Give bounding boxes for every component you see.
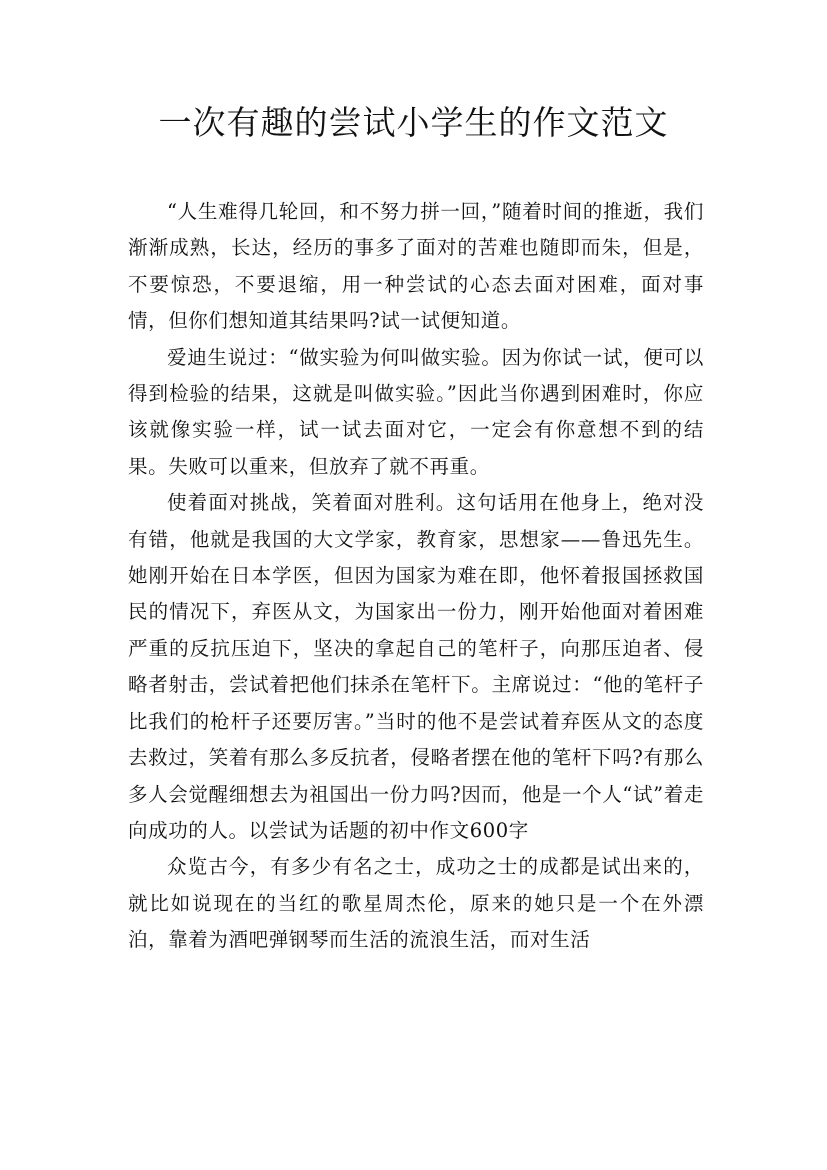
paragraph: 众览古今，有多少有名之士，成功之士的成都是试出来的，就比如说现在的当红的歌星周杰伦，原来的她只是一个在外漂泊，靠着为酒吧弹钢琴而生活的流浪生活，而对生活 (128, 855, 704, 952)
paragraph: “人生难得几轮回，和不努力拼一回，”随着时间的推逝，我们渐渐成熟，长达，经历的事多了面对的苦难也随即而朱，但是，不要惊恐，不要退缩，用一种尝试的心态去面对困难，面对事情，但你们想知道其结果吗?试一试便知道。 (128, 200, 704, 333)
document-body (128, 194, 704, 959)
paragraph: 爱迪生说过：“做实验为何叫做实验。因为你试一试，便可以得到检验的结果，这就是叫做实验。”因此当你遇到困难时，你应该就像实验一样，试一试去面对它，一定会有你意想不到的结果。失败可以重来，但放弃了就不再重。 (128, 345, 704, 478)
paragraph: 使着面对挑战，笑着面对胜利。这句话用在他身上，绝对没有错，他就是我国的大文学家，教育家，思想家——鲁迅先生。她刚开始在日本学医，但因为国家为难在即，他怀着报国拯救国民的情况下，弃医从文，为国家出一份力，刚开始他面对着困难严重的反抗压迫下，坚决的拿起自己的笔杆子，向那压迫者、侵略者射击，尝试着把他们抹杀在笔杆下。主席说过：“他的笔杆子比我们的枪杆子还要厉害。”当时的他不是尝试着弃医从文的态度去救过，笑着有那么多反抗者，侵略者摆在他的笔杆下吗?有那么多人会觉醒细想去为祖国出一份力吗?因而，他是一个人“试”着走向成功的人。以尝试为话题的初中作文600字 (128, 491, 704, 842)
document-title: 一次有趣的尝试小学生的作文范文 (158, 103, 669, 142)
